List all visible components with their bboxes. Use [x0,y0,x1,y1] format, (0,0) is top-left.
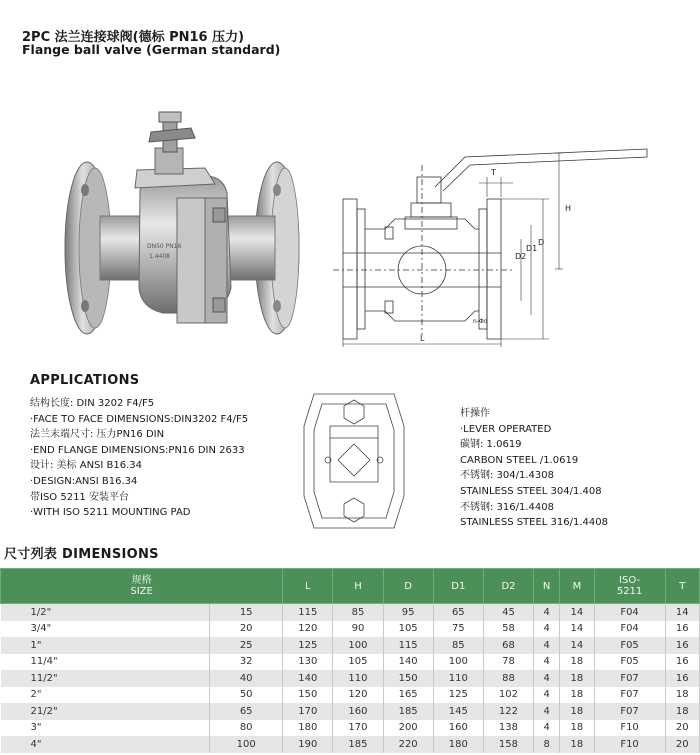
table-cell: F07 [594,703,665,720]
table-cell: 45 [483,604,533,621]
table-cell: 3/4" [1,621,210,638]
table-cell: 32 [210,654,283,671]
col-header-d: D [383,569,433,604]
table-cell: 18 [560,720,594,737]
table-row [1,637,700,654]
col-header-size [1,569,283,604]
table-cell: 185 [333,736,383,753]
table-cell: 105 [333,654,383,671]
table-cell: 185 [383,703,433,720]
table-cell: 18 [560,736,594,753]
table-cell: 3" [1,720,210,737]
table-cell: 100 [433,654,483,671]
lever-line: 不锈钢: 304/1.4308 [460,470,554,482]
table-cell: 78 [483,654,533,671]
table-cell: 170 [283,703,333,720]
table-cell: 14 [560,621,594,638]
table-cell: 180 [283,720,333,737]
page-title-en: Flange ball valve (German standard) [22,42,281,57]
lever-line: 碳钢: 1.0619 [460,439,522,451]
table-cell: 122 [483,703,533,720]
table-cell: 18 [665,703,699,720]
ball-valve-photo [55,98,315,358]
table-cell: 150 [283,687,333,704]
table-cell: F10 [594,720,665,737]
table-cell: 14 [560,637,594,654]
table-cell: 18 [560,687,594,704]
applications-line: 结构长度: DIN 3202 F4/F5 [30,398,155,409]
table-cell: 2" [1,687,210,704]
table-cell: 21/2" [1,703,210,720]
table-cell: 180 [433,736,483,753]
table-cell: 85 [333,604,383,621]
table-cell: 1" [1,637,210,654]
table-cell: 4 [534,621,560,638]
table-cell: 160 [333,703,383,720]
body-marking-2: 1.4408 [149,253,170,260]
applications-line: ·DESIGN:ANSI B16.34 [30,475,138,487]
table-cell: 18 [665,687,699,704]
table-cell: 120 [283,621,333,638]
table-cell: 50 [210,687,283,704]
applications-line: 法兰末端尺寸: 压力PN16 DIN [30,429,165,441]
col-header-size-en: SIZE [130,586,153,597]
applications-line: ·WITH ISO 5211 MOUNTING PAD [30,507,191,519]
table-cell: 16 [665,621,699,638]
table-cell: 140 [283,670,333,687]
table-cell: 65 [210,703,283,720]
table-cell: 4 [534,670,560,687]
table-cell: 158 [483,736,533,753]
table-cell: 90 [333,621,383,638]
table-cell: 170 [333,720,383,737]
table-cell: 88 [483,670,533,687]
dim-label-t: T [491,168,496,177]
table-cell: 68 [483,637,533,654]
table-cell: 100 [210,736,283,753]
table-cell: 150 [383,670,433,687]
col-header-n: N [534,569,560,604]
applications-line: ·FACE TO FACE DIMENSIONS:DIN3202 F4/F5 [30,413,249,425]
table-cell: 14 [665,604,699,621]
col-header-m: M [560,569,594,604]
table-cell: 18 [560,703,594,720]
applications-list [30,396,248,521]
col-header-iso-bottom: 5211 [616,586,643,597]
table-cell: 4 [534,687,560,704]
lever-line: 杆操作 [460,408,490,419]
table-cell: 110 [333,670,383,687]
table-cell: 125 [283,637,333,654]
table-cell: 130 [283,654,333,671]
table-cell: F10 [594,736,665,753]
table-cell: 80 [210,720,283,737]
table-cell: 15 [210,604,283,621]
table-cell: 100 [333,637,383,654]
col-header-t: T [665,569,699,604]
table-cell: 200 [383,720,433,737]
mounting-pad-drawing [300,386,408,536]
dim-label-d2: D2 [515,252,527,261]
table-cell: F07 [594,670,665,687]
table-row [1,720,700,737]
col-header-h: H [333,569,383,604]
applications-line: 带ISO 5211 安装平台 [30,491,129,503]
dim-label-d1: D1 [526,244,538,253]
table-cell: 8 [534,736,560,753]
dim-label-d: D [538,238,545,247]
table-row [1,687,700,704]
table-cell: 11/2" [1,670,210,687]
table-row [1,703,700,720]
table-cell: 165 [383,687,433,704]
table-cell: 4 [534,604,560,621]
table-cell: 18 [560,670,594,687]
table-cell: 4 [534,720,560,737]
table-cell: 75 [433,621,483,638]
table-cell: 40 [210,670,283,687]
table-cell: F05 [594,654,665,671]
table-header-row [1,569,700,604]
col-header-l: L [283,569,333,604]
table-cell: 160 [433,720,483,737]
table-row [1,654,700,671]
table-cell: 105 [383,621,433,638]
lever-line: CARBON STEEL /1.0619 [460,454,579,466]
table-cell: 18 [560,654,594,671]
table-row [1,670,700,687]
table-cell: 16 [665,670,699,687]
dim-label-h: H [565,204,572,213]
applications-line: 设计: 美标 ANSI B16.34 [30,460,143,472]
col-header-size-cn: 规格 [131,575,152,586]
page-title-cn: 2PC 法兰连接球阀(德标 PN16 压力) [22,30,245,45]
col-header-iso [594,569,665,604]
table-cell: 138 [483,720,533,737]
table-cell: 115 [383,637,433,654]
table-row [1,621,700,638]
table-cell: 20 [665,736,699,753]
table-cell: 65 [433,604,483,621]
dimensions-table-body [1,604,700,753]
table-cell: 11/4" [1,654,210,671]
lever-material-list [460,406,608,531]
table-cell: 20 [665,720,699,737]
table-cell: F07 [594,687,665,704]
dimensions-table [0,568,700,753]
table-cell: 4 [534,703,560,720]
dim-label-l: L [420,334,425,343]
col-header-d2: D2 [483,569,533,604]
table-cell: F05 [594,637,665,654]
table-cell: 4 [534,654,560,671]
table-cell: 125 [433,687,483,704]
table-cell: 16 [665,654,699,671]
table-row [1,604,700,621]
table-cell: 25 [210,637,283,654]
technical-drawing [325,135,685,350]
col-header-d1: D1 [433,569,483,604]
lever-line: STAINLESS STEEL 304/1.408 [460,485,602,497]
table-cell: 1/2" [1,604,210,621]
lever-line: ·LEVER OPERATED [460,423,552,435]
table-cell: 58 [483,621,533,638]
table-cell: 220 [383,736,433,753]
table-cell: 120 [333,687,383,704]
applications-line: ·END FLANGE DIMENSIONS:PN16 DIN 2633 [30,444,245,456]
table-row [1,736,700,753]
table-cell: 20 [210,621,283,638]
applications-heading: APPLICATIONS [30,373,140,388]
table-cell: 14 [560,604,594,621]
table-cell: F04 [594,621,665,638]
lever-line: 不锈钢: 316/1.4408 [460,501,554,513]
body-marking-1: DN50 PN16 [147,243,182,250]
table-cell: 85 [433,637,483,654]
table-cell: 190 [283,736,333,753]
table-cell: 4" [1,736,210,753]
dimensions-heading: 尺寸列表 DIMENSIONS [4,547,159,562]
lever-line: STAINLESS STEEL 316/1.4408 [460,517,609,529]
table-cell: 140 [383,654,433,671]
col-header-iso-top: ISO- [619,575,641,586]
table-cell: 110 [433,670,483,687]
table-cell: 4 [534,637,560,654]
table-cell: F04 [594,604,665,621]
table-cell: 145 [433,703,483,720]
table-cell: 16 [665,637,699,654]
table-cell: 115 [283,604,333,621]
table-cell: 95 [383,604,433,621]
table-cell: 102 [483,687,533,704]
dim-label-holes: n-Φd [473,318,488,325]
